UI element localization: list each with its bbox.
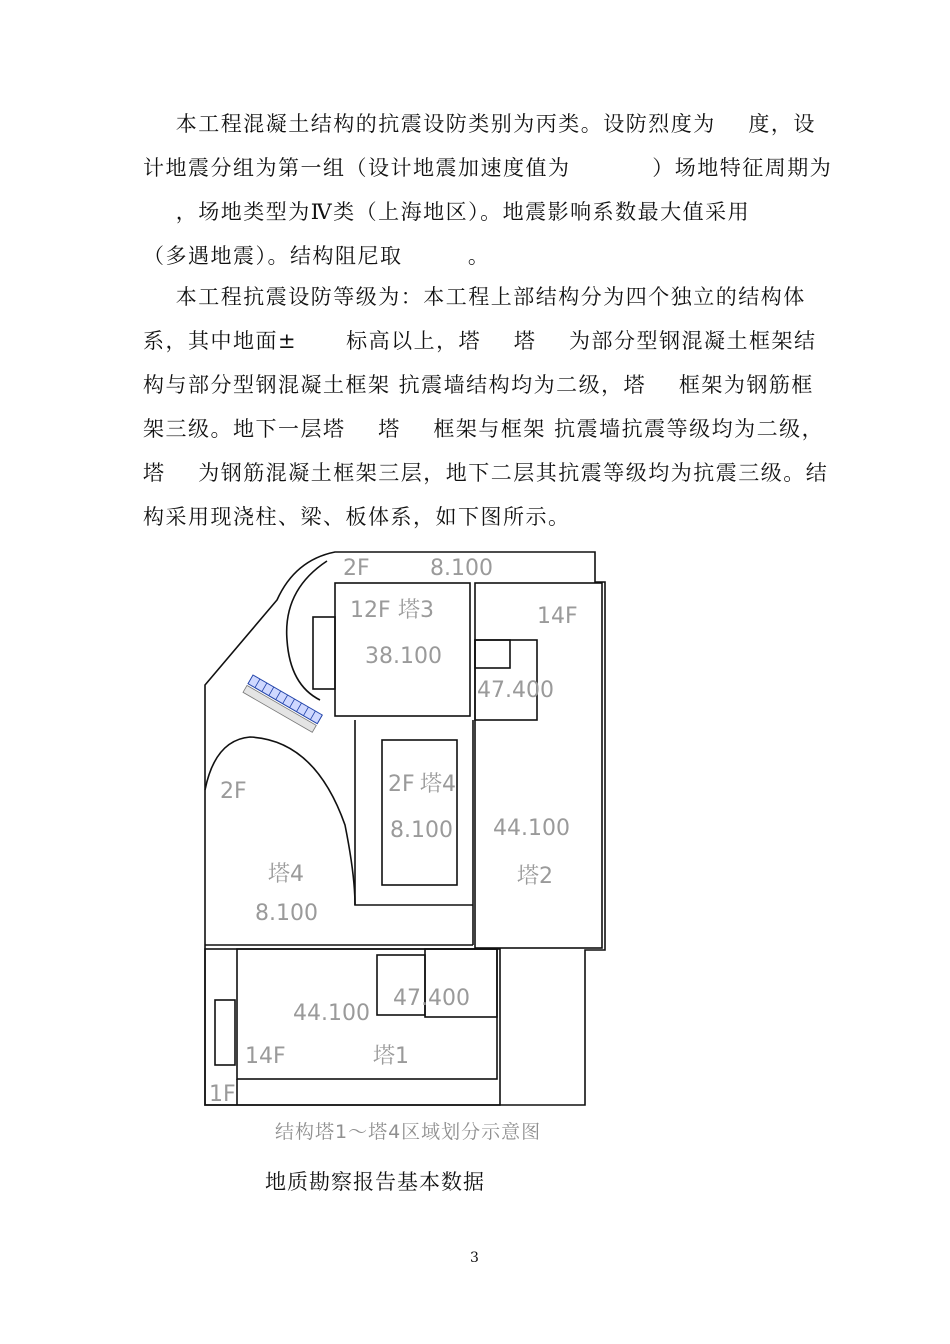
text-line: 计地震分组为第一组（设计地震加速度值为 ）场地特征周期为 bbox=[143, 156, 833, 180]
curved-boundary-top bbox=[287, 561, 327, 700]
label-t2-small-elev: 47.400 bbox=[477, 678, 554, 703]
label-t4-inner-elev: 8.100 bbox=[390, 818, 453, 843]
tower2-core-inner bbox=[475, 640, 510, 668]
label-t3-elev: 38.100 bbox=[365, 644, 442, 669]
label-top-floor: 2F bbox=[343, 556, 370, 581]
text-line: （多遇地震）。结构阻尼取 。 bbox=[143, 244, 491, 268]
text-line: 系，其中地面± 标高以上，塔 塔 为部分型钢混凝土框架结 bbox=[143, 329, 817, 353]
label-t2-floor: 14F bbox=[537, 604, 578, 629]
tower-zoning-plan bbox=[195, 545, 625, 1110]
label-t3-name: 塔3 bbox=[398, 598, 434, 623]
label-t4-name: 塔4 bbox=[268, 862, 304, 887]
label-t4-inner-floor: 2F bbox=[388, 772, 415, 797]
tower1-outer bbox=[205, 949, 500, 1105]
tower1-annex bbox=[215, 1000, 235, 1065]
page-number: 3 bbox=[470, 1250, 479, 1266]
text-line: ，场地类型为Ⅳ类（上海地区）。地震影响系数最大值采用 bbox=[143, 200, 751, 224]
text-line: 塔 为钢筋混凝土框架三层，地下二层其抗震等级均为抗震三级。结 bbox=[143, 461, 829, 485]
label-t1-floor: 14F bbox=[245, 1044, 286, 1069]
tower4-inner-block bbox=[382, 740, 457, 885]
text-line: 构采用现浇柱、梁、板体系，如下图所示。 bbox=[143, 505, 571, 529]
figure-caption: 结构塔1～塔4区域划分示意图 bbox=[275, 1121, 542, 1143]
text-line: 架三级。地下一层塔 塔 框架与框架 抗震墙抗震等级均为二级， bbox=[143, 417, 825, 441]
escalator-icon bbox=[243, 675, 322, 732]
tower2-block bbox=[475, 583, 602, 948]
text-line: 本工程抗震设防等级为：本工程上部结构分为四个独立的结构体 bbox=[143, 285, 806, 309]
court-boundary bbox=[355, 720, 473, 905]
label-t1-name: 塔1 bbox=[373, 1044, 409, 1069]
label-top-elev: 8.100 bbox=[430, 556, 493, 581]
section-heading: 地质勘察报告基本数据 bbox=[265, 1170, 485, 1194]
label-t4-inner-name: 塔4 bbox=[420, 772, 456, 797]
label-bottom-floor: 1F bbox=[209, 1082, 236, 1107]
label-t4-elev: 8.100 bbox=[255, 901, 318, 926]
tower3-annex bbox=[313, 617, 335, 689]
label-t3-floor: 12F bbox=[350, 598, 391, 623]
text-line: 构与部分型钢混凝土框架 抗震墙结构均为二级，塔 框架为钢筋框 bbox=[143, 373, 814, 397]
label-t2-name: 塔2 bbox=[517, 864, 553, 889]
label-t4-floor: 2F bbox=[220, 779, 247, 804]
label-t1-small-elev: 47.400 bbox=[393, 986, 470, 1011]
label-t2-elev: 44.100 bbox=[493, 816, 570, 841]
label-t1-elev: 44.100 bbox=[293, 1001, 370, 1026]
text-line: 本工程混凝土结构的抗震设防类别为丙类。设防烈度为 度，设 bbox=[143, 112, 816, 136]
